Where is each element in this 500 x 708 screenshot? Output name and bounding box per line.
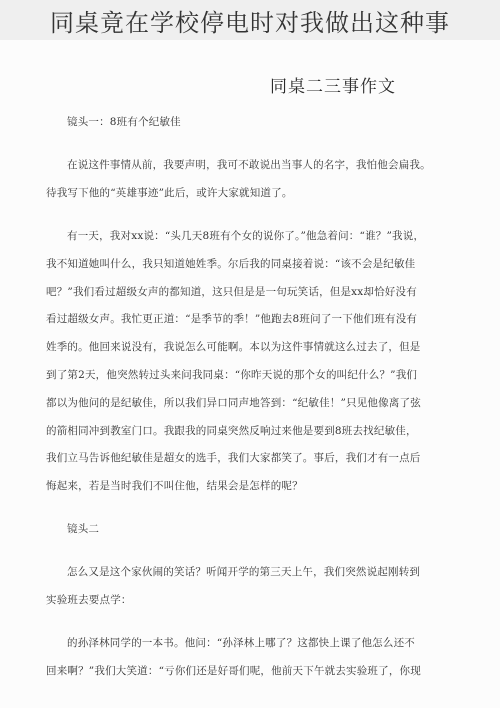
paragraph-line: 看过超级女声。我忙更正道：“是季节的季！”他跑去8班问了一下他们班有没有: [46, 313, 418, 325]
document-page: [0, 40, 500, 708]
paragraph-line: 回来啊？”我们大笑道：“亏你们还是好哥们呢，他前天下午就去实验班了，你现: [46, 665, 421, 677]
page-banner-title: 同桌竟在学校停电时对我做出这种事: [0, 0, 500, 40]
paragraph-line: 悔起来，若是当时我们不叫住他，结果会是怎样的呢？: [46, 480, 303, 492]
paragraph-line: 实验班去要点学：: [46, 594, 132, 606]
paragraph-line: 姓季的。他回来说没有，我说怎么可能啊。本以为这件事情就这么过去了，但是: [46, 341, 421, 353]
paragraph-line: 在说这件事情从前，我要声明，我可不敢说出当事人的名字，我怕他会扁我。: [67, 159, 431, 171]
paragraph-line: 的箭相同冲到教室门口。我跟我的同桌突然反响过来他是要到8班去找纪敏佳，: [46, 425, 417, 437]
paragraph-line: 待我写下他的“英雄事迹”此后，或许大家就知道了。: [46, 187, 293, 199]
paragraph-line: 我不知道她叫什么，我只知道她姓季。尔后我的同桌接着说：“该不会是纪敏佳: [46, 258, 416, 270]
document-title: 同桌二三事作文: [270, 77, 396, 97]
paragraph-line: 到了第2天，他突然转过头来问我同桌：“你昨天说的那个女的叫纪什么？”我们: [46, 369, 418, 381]
heading-shot-two: 镜头二: [67, 523, 100, 535]
paragraph-line: 吧？”我们看过超级女声的都知道，这只但是是一句玩笑话，但是xx却恰好没有: [46, 286, 417, 298]
paragraph-line: 都以为他问的是纪敏佳，所以我们异口同声地答到：“纪敏佳！”只见他像离了弦: [46, 397, 421, 409]
paragraph-line: 我们立马告诉他纪敏佳是超女的选手，我们大家都笑了。事后，我们才有一点后: [46, 452, 421, 464]
heading-shot-one: 镜头一：8班有个纪敏佳: [67, 116, 181, 128]
paragraph-line: 有一天，我对xx说：“头几天8班有个女的说你了。”他急着问：“谁？”我说，: [67, 230, 425, 242]
paragraph-line: 的孙泽林同学的一本书。他问：“孙泽林上哪了？这都快上课了他怎么还不: [67, 637, 415, 649]
paragraph-line: 怎么又是这个家伙闹的笑话？听闻开学的第三天上午，我们突然说起刚转到: [67, 566, 421, 578]
